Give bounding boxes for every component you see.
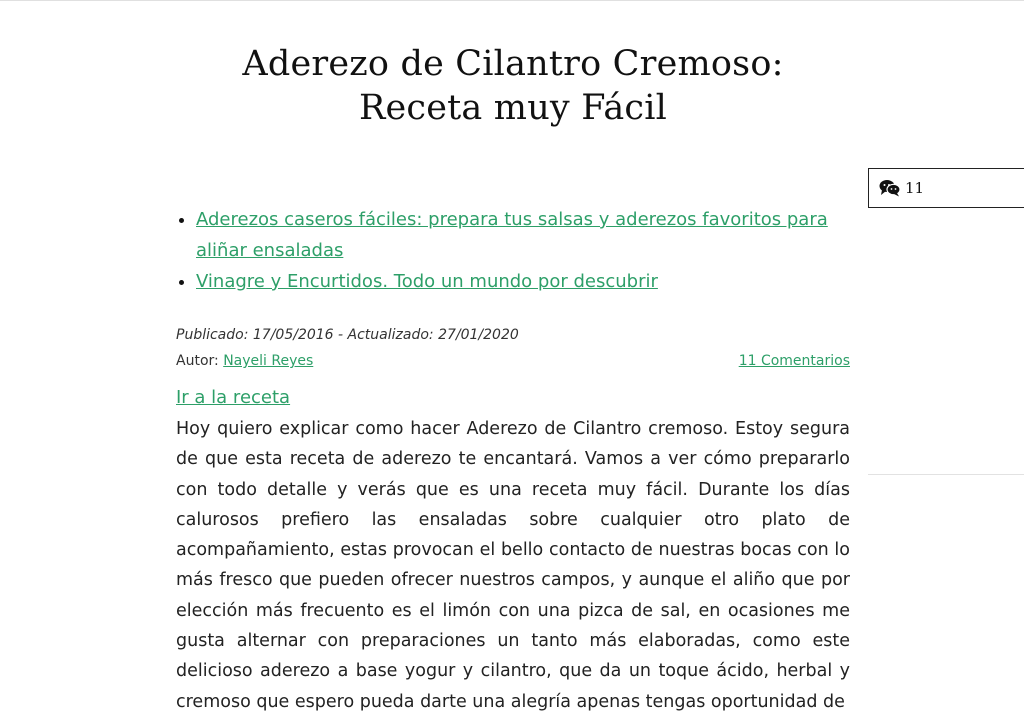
related-links-list <box>176 204 836 297</box>
page-title <box>176 42 850 130</box>
related-link-vinagre[interactable]: Vinagre y Encurtidos. Todo un mundo por descubrir <box>196 271 658 292</box>
author-row <box>176 353 850 369</box>
page-title-line-1: Aderezo de Cilantro Cremoso: <box>242 44 784 84</box>
comments-link[interactable]: 11 Comentarios <box>738 353 850 369</box>
comment-count: 11 <box>905 179 925 197</box>
jump-to-recipe-link[interactable]: Ir a la receta <box>176 387 291 408</box>
related-link-aderezos[interactable]: Aderezos caseros fáciles: prepara tus salsas y aderezos favoritos para aliñar ensaladas <box>196 209 828 261</box>
chat-bubbles-icon <box>879 179 901 197</box>
author-info <box>176 353 313 369</box>
list-item <box>196 204 836 266</box>
page-title-line-2: Receta muy Fácil <box>358 88 668 128</box>
top-divider <box>0 0 1024 1</box>
publish-dates: Publicado: 17/05/2016 - Actualizado: 27/01/2020 <box>176 327 519 343</box>
author-label: Autor: <box>176 353 224 369</box>
sidebar-divider <box>868 474 1024 475</box>
list-item <box>196 266 836 297</box>
article-body: Hoy quiero explicar como hacer Aderezo de Cilantro cremoso. Estoy segura de que esta receta de aderezo te encantará. Vamos a ver cómo prepararlo con todo detalle y verás que es una receta muy fácil. Durante los días calurosos prefiero las ensaladas sobre cualquier otro plato de acompañamiento, estas provocan el bello contacto de nuestras bocas con lo más fresco que pueden ofrecer nuestros campos, y aunque el aliño que por elección más frecuento es el limón con una pizca de sal, en ocasiones me gusta alternar con preparaciones un tanto más elaboradas, como este delicioso aderezo a base yogur y cilantro, que da un toque ácido, herbal y cremoso que espero pueda darte una alegría apenas tengas oportunidad de <box>176 419 850 712</box>
author-link[interactable]: Nayeli Reyes <box>223 353 314 369</box>
comments-counter-button[interactable] <box>868 168 1024 208</box>
